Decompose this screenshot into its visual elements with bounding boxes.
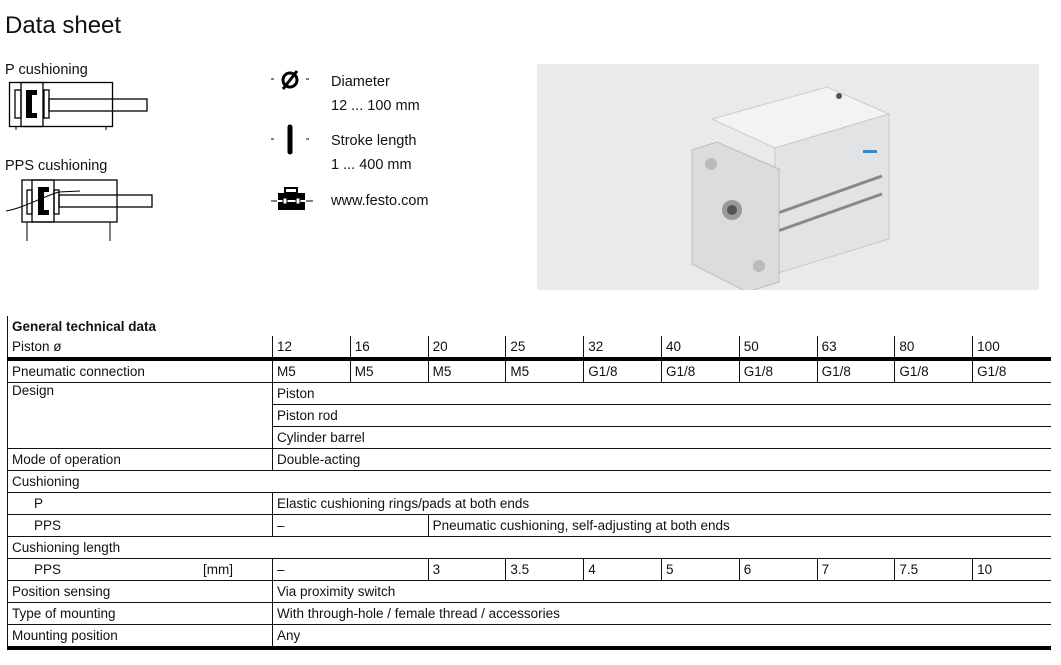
website-link[interactable]: www.festo.com (331, 193, 429, 209)
piston-size: 12 (273, 336, 351, 359)
cushioning-pps-dash: – (273, 515, 429, 537)
piston-size: 32 (584, 336, 662, 359)
diameter-label: Diameter (331, 74, 390, 90)
design-value: Cylinder barrel (273, 427, 1051, 449)
sensing-label: Position sensing (8, 581, 273, 603)
cushioning-pps-label: PPS (8, 515, 273, 537)
sensing-value: Via proximity switch (273, 581, 1051, 603)
cushioning-p-label: P (8, 493, 273, 515)
toolbox-icon (270, 186, 314, 212)
cushioning-length-value: 3.5 (506, 559, 584, 581)
table-row (8, 493, 1051, 515)
pneumatic-value: G1/8 (739, 359, 817, 383)
general-technical-data-table (7, 316, 1051, 650)
page-title: Data sheet (5, 12, 122, 39)
stroke-length-icon (270, 124, 312, 156)
table-row (8, 336, 1051, 359)
design-value: Piston rod (273, 405, 1051, 427)
cushioning-length-value: 3 (428, 559, 506, 581)
stroke-length-value: 1 ... 400 mm (331, 157, 412, 173)
pneumatic-value: M5 (506, 359, 584, 383)
cushioning-p-value: Elastic cushioning rings/pads at both ends (273, 493, 1051, 515)
piston-size: 20 (428, 336, 506, 359)
diameter-icon (270, 68, 312, 94)
cushioning-length-value: 6 (739, 559, 817, 581)
design-label: Design (8, 383, 273, 449)
mounting-type-label: Type of mounting (8, 603, 273, 625)
cushioning-length-value: 10 (973, 559, 1051, 581)
cushioning-length-value: 7.5 (895, 559, 973, 581)
table-title: General technical data (8, 316, 1051, 336)
piston-size: 40 (661, 336, 739, 359)
p-cushioning-symbol (8, 80, 150, 130)
cushioning-label: Cushioning (8, 471, 1051, 493)
mode-value: Double-acting (273, 449, 1051, 471)
pneumatic-value: G1/8 (895, 359, 973, 383)
mounting-position-value: Any (273, 625, 1051, 649)
piston-size: 25 (506, 336, 584, 359)
unit-text: [mm] (203, 562, 234, 577)
table-row (8, 383, 1051, 405)
table-row (8, 515, 1051, 537)
mounting-type-value: With through-hole / female thread / accessories (273, 603, 1051, 625)
cushioning-length-label: Cushioning length (8, 537, 1051, 559)
pneumatic-value: G1/8 (973, 359, 1051, 383)
pneumatic-value: M5 (273, 359, 351, 383)
pneumatic-value: G1/8 (817, 359, 895, 383)
pps-cushioning-label: PPS cushioning (5, 158, 108, 174)
pneumatic-value: G1/8 (584, 359, 662, 383)
cushioning-length-dash: – (273, 559, 429, 581)
table-row (8, 449, 1051, 471)
table-row (8, 581, 1051, 603)
diameter-value: 12 ... 100 mm (331, 98, 420, 114)
table-row (8, 537, 1051, 559)
cushioning-pps-value: Pneumatic cushioning, self-adjusting at both ends (428, 515, 1050, 537)
cushioning-length-value: 5 (661, 559, 739, 581)
pneumatic-label: Pneumatic connection (8, 359, 273, 383)
pneumatic-value: M5 (350, 359, 428, 383)
mounting-position-label: Mounting position (8, 625, 273, 649)
cushioning-length-value: 7 (817, 559, 895, 581)
pps-cushioning-symbol (4, 178, 156, 242)
pneumatic-value: M5 (428, 359, 506, 383)
piston-size: 80 (895, 336, 973, 359)
piston-size: 100 (973, 336, 1051, 359)
table-row (8, 625, 1051, 649)
table-row (8, 603, 1051, 625)
mode-label: Mode of operation (8, 449, 273, 471)
pneumatic-value: G1/8 (661, 359, 739, 383)
piston-size: 16 (350, 336, 428, 359)
table-row (8, 471, 1051, 493)
piston-size: 50 (739, 336, 817, 359)
product-image (537, 64, 1039, 290)
p-cushioning-label: P cushioning (5, 62, 88, 78)
stroke-length-label: Stroke length (331, 133, 417, 149)
piston-size: 63 (817, 336, 895, 359)
table-row (8, 559, 1051, 581)
pps-text: PPS (34, 562, 62, 577)
piston-label: Piston ø (8, 336, 273, 359)
cushioning-length-value: 4 (584, 559, 662, 581)
design-value: Piston (273, 383, 1051, 405)
table-row (8, 359, 1051, 383)
cushioning-length-pps-label (8, 559, 273, 581)
